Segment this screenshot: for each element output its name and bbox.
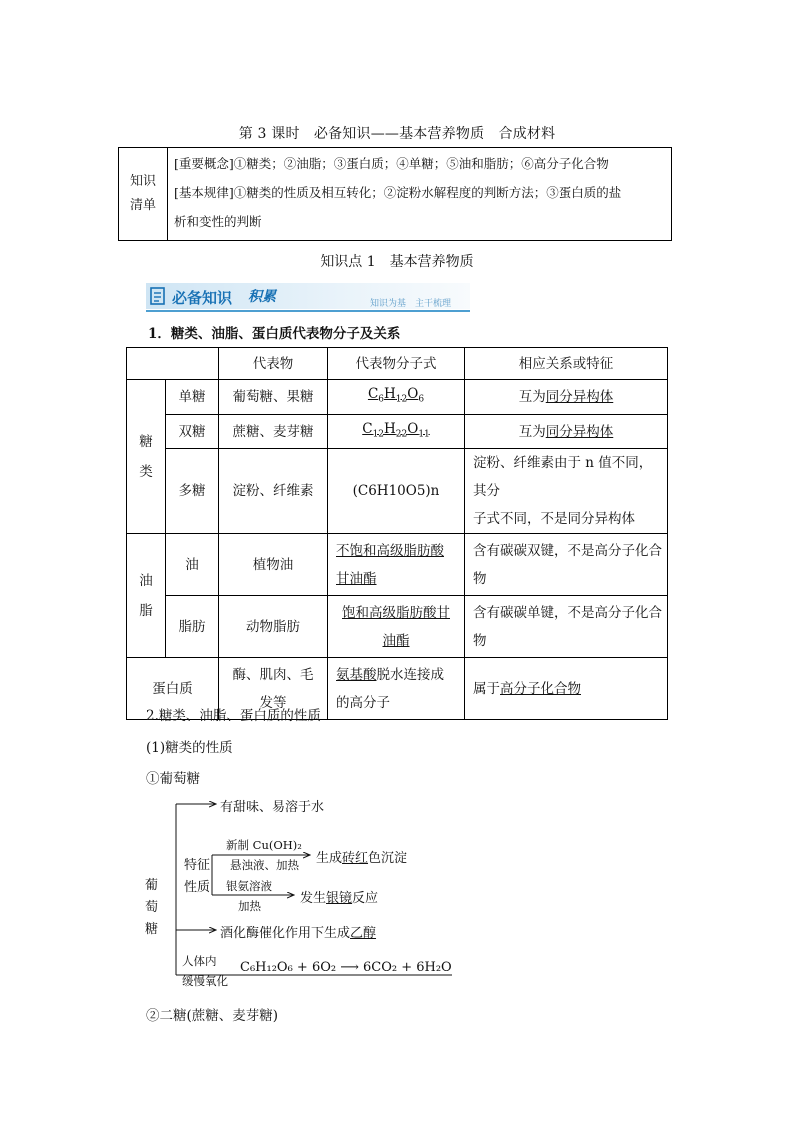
type-mono: 单糖 xyxy=(166,380,219,415)
knowledge-summary-box xyxy=(118,147,672,241)
diagram-c1-condition-bottom: 悬浊液、加热 xyxy=(230,858,299,872)
diagram-c2-result: 发生银镜反应 xyxy=(300,891,379,906)
rep-oil: 植物油 xyxy=(219,534,328,596)
rep-mono: 葡萄糖、果糖 xyxy=(219,380,328,415)
essential-knowledge-banner xyxy=(146,283,470,313)
type-fat: 脂肪 xyxy=(166,596,219,658)
item-2-1-2-heading: ②二糖(蔗糖、麦芽糖) xyxy=(146,1008,279,1024)
feature-protein: 属于高分子化合物 xyxy=(465,658,668,720)
glucose-property-diagram xyxy=(140,795,470,995)
banner-tagline: 知识为基 主干梳理 xyxy=(370,299,452,309)
formula-fat: 饱和高级脂肪酸甘 油酯 xyxy=(328,596,465,658)
rep-di: 蔗糖、麦芽糖 xyxy=(219,414,328,449)
feature-di: 互为同分异构体 xyxy=(465,414,668,449)
feature-poly: 淀粉、纤维素由于 n 值不同，其分 子式不同，不是同分异构体 xyxy=(465,449,668,534)
type-oil: 油 xyxy=(166,534,219,596)
summary-line-rules-cont: 析和变性的判断 xyxy=(174,214,262,229)
table-row xyxy=(127,596,668,658)
nutrient-table xyxy=(126,347,668,720)
feature-mono: 互为同分异构体 xyxy=(465,380,668,415)
diagram-characteristic: 特征 性质 xyxy=(184,858,211,895)
header-feature: 相应关系或特征 xyxy=(465,348,668,380)
banner-title: 必备知识 xyxy=(172,289,233,307)
type-di: 双糖 xyxy=(166,414,219,449)
diagram-b4-condition-bottom: 缓慢氧化 xyxy=(182,974,228,988)
table-row xyxy=(127,414,668,449)
table-row xyxy=(127,534,668,596)
banner-badge: 积累 xyxy=(248,289,276,305)
table-row xyxy=(127,449,668,534)
feature-oil: 含有碳碳双键，不是高分子化合物 xyxy=(465,534,668,596)
rep-fat: 动物脂肪 xyxy=(219,596,328,658)
diagram-oxidation-equation: C₆H₁₂O₆ + 6O₂ ⟶ 6CO₂ + 6H₂O xyxy=(240,960,452,975)
diagram-c2-condition-bottom: 加热 xyxy=(238,899,261,913)
formula-di: $C_{12}H_{22}O_{11}$ xyxy=(328,414,465,449)
diagram-b4-condition-top: 人体内 xyxy=(182,954,217,968)
group-sugar: 糖 类 xyxy=(127,380,166,534)
diagram-c2-condition-top: 银氨溶液 xyxy=(226,879,272,893)
header-representative: 代表物 xyxy=(219,348,328,380)
formula-oil: 不饱和高级脂肪酸 甘油酯 xyxy=(328,534,465,596)
item-1-heading: 1．糖类、油脂、蛋白质代表物分子及关系 xyxy=(148,326,401,342)
notebook-icon xyxy=(150,287,166,305)
summary-line-rules: [基本规律]①糖类的性质及相互转化；②淀粉水解程度的判断方法；③蛋白质的盐 xyxy=(174,185,622,200)
diagram-branch-fermentation: 酒化酶催化作用下生成乙醇 xyxy=(220,926,377,941)
summary-label xyxy=(119,148,168,240)
type-poly: 多糖 xyxy=(166,449,219,534)
type-protein: 蛋白质 xyxy=(127,658,219,720)
diagram-c1-condition-top: 新制 Cu(OH)₂ xyxy=(226,838,302,852)
item-2-1-1-heading: ①葡萄糖 xyxy=(146,771,200,787)
formula-mono: $C_6H_{12}O_6$ xyxy=(328,380,465,415)
table-corner xyxy=(127,348,219,380)
diagram-root: 葡 萄 糖 xyxy=(145,878,159,937)
item-2-heading: 2.糖类、油脂、蛋白质的性质 xyxy=(146,708,321,724)
summary-label-1: 知识 xyxy=(129,174,156,189)
rep-protein: 酶、肌肉、毛 发等 xyxy=(219,658,328,720)
formula-poly: (C6H10O5)n xyxy=(328,449,465,534)
feature-fat: 含有碳碳单键，不是高分子化合物 xyxy=(465,596,668,658)
diagram-c1-result: 生成砖红色沉淀 xyxy=(316,851,408,866)
summary-label-2: 清单 xyxy=(129,198,156,213)
section-heading: 知识点 1 基本营养物质 xyxy=(320,254,474,270)
rep-poly: 淀粉、纤维素 xyxy=(219,449,328,534)
diagram-branch-solubility: 有甜味、易溶于水 xyxy=(220,800,325,815)
group-fat: 油 脂 xyxy=(127,534,166,658)
summary-line-concepts: [重要概念]①糖类；②油脂；③蛋白质；④单糖；⑤油和脂肪；⑥高分子化合物 xyxy=(174,156,609,171)
lesson-title: 第 3 课时 必备知识——基本营养物质 合成材料 xyxy=(238,126,556,142)
header-formula: 代表物分子式 xyxy=(328,348,465,380)
formula-protein: 氨基酸脱水连接成 的高分子 xyxy=(328,658,465,720)
table-row xyxy=(127,380,668,415)
item-2-1-heading: (1)糖类的性质 xyxy=(146,740,233,756)
